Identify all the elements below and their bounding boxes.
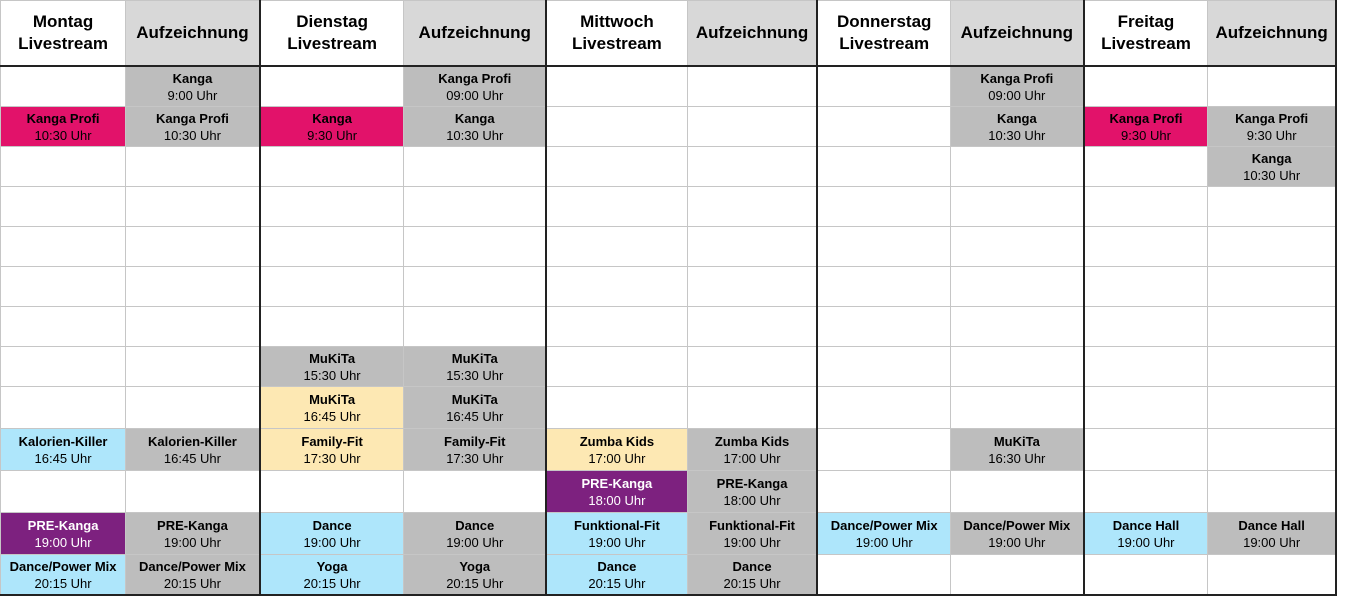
empty-slot (951, 187, 1084, 227)
class-slot (951, 66, 1084, 107)
class-time: 19:00 Uhr (1243, 534, 1301, 550)
empty-slot (951, 147, 1084, 187)
class-slot (126, 513, 260, 555)
header-text: Livestream (839, 34, 930, 53)
class-slot (260, 429, 404, 471)
schedule-row (1, 227, 1337, 267)
empty-slot (1208, 347, 1336, 387)
schedule-row (1, 267, 1337, 307)
schedule-row (1, 471, 1337, 513)
class-name: Dance/Power Mix (9, 558, 117, 574)
empty-slot (404, 267, 546, 307)
empty-slot (546, 267, 687, 307)
class-name: Kalorien-Killer (18, 433, 108, 449)
empty-slot (951, 227, 1084, 267)
empty-slot (1084, 387, 1208, 429)
class-slot (546, 471, 687, 513)
empty-slot (260, 471, 404, 513)
empty-slot (1208, 471, 1336, 513)
class-time: 20:15 Uhr (588, 575, 646, 591)
class-slot (687, 513, 817, 555)
class-slot (260, 347, 404, 387)
recording-header (404, 1, 546, 67)
schedule-row (1, 66, 1337, 107)
class-time: 20:15 Uhr (163, 575, 221, 591)
class-time: 10:30 Uhr (163, 127, 221, 143)
class-name: Dance (312, 517, 352, 533)
empty-slot (260, 227, 404, 267)
empty-slot (1084, 187, 1208, 227)
class-slot (404, 513, 546, 555)
empty-slot (1208, 267, 1336, 307)
empty-slot (1, 307, 126, 347)
class-name: MuKiTa (309, 391, 356, 407)
class-name: Kanga (172, 70, 213, 86)
empty-slot (951, 267, 1084, 307)
class-name: PRE-Kanga (157, 517, 228, 533)
empty-slot (687, 387, 817, 429)
class-slot (1, 555, 126, 596)
class-name: Yoga (316, 558, 348, 574)
class-name: Kanga Profi (26, 110, 100, 126)
empty-slot (687, 307, 817, 347)
class-time: 16:45 Uhr (34, 450, 92, 466)
empty-slot (687, 267, 817, 307)
empty-slot (1084, 555, 1208, 596)
class-name: MuKiTa (309, 350, 356, 366)
empty-slot (817, 66, 950, 107)
class-time: 10:30 Uhr (988, 127, 1046, 143)
class-slot (1084, 513, 1208, 555)
empty-slot (1208, 66, 1336, 107)
schedule-row (1, 429, 1337, 471)
schedule-row (1, 147, 1337, 187)
empty-slot (546, 387, 687, 429)
empty-slot (126, 347, 260, 387)
empty-slot (687, 66, 817, 107)
class-time: 19:00 Uhr (446, 534, 504, 550)
empty-slot (817, 347, 950, 387)
empty-slot (1208, 387, 1336, 429)
empty-slot (1208, 187, 1336, 227)
empty-slot (1208, 429, 1336, 471)
class-time: 17:00 Uhr (723, 450, 781, 466)
class-name: MuKiTa (451, 350, 498, 366)
empty-slot (687, 147, 817, 187)
class-time: 9:30 Uhr (307, 127, 358, 143)
class-time: 20:15 Uhr (34, 575, 92, 591)
schedule-row (1, 513, 1337, 555)
class-time: 9:30 Uhr (1121, 127, 1171, 143)
empty-slot (951, 471, 1084, 513)
empty-slot (126, 187, 260, 227)
empty-slot (817, 387, 950, 429)
class-time: 20:15 Uhr (723, 575, 781, 591)
schedule-row (1, 187, 1337, 227)
schedule-row (1, 307, 1337, 347)
empty-slot (126, 307, 260, 347)
class-slot (687, 429, 817, 471)
class-time: 19:00 Uhr (988, 534, 1046, 550)
class-time: 18:00 Uhr (723, 492, 781, 508)
empty-slot (1084, 66, 1208, 107)
empty-slot (1084, 471, 1208, 513)
header-text: Livestream (572, 34, 662, 53)
empty-slot (951, 347, 1084, 387)
empty-slot (126, 387, 260, 429)
day-livestream-header (546, 1, 687, 67)
header-text: Freitag (1117, 12, 1175, 31)
empty-slot (817, 187, 950, 227)
class-slot (1208, 147, 1336, 187)
class-slot (404, 347, 546, 387)
empty-slot (1208, 227, 1336, 267)
empty-slot (1, 471, 126, 513)
header-text: Aufzeichnung (418, 23, 531, 42)
day-livestream-header (1, 1, 126, 67)
empty-slot (260, 187, 404, 227)
empty-slot (687, 227, 817, 267)
class-time: 10:30 Uhr (34, 127, 92, 143)
class-name: Kanga Profi (980, 70, 1054, 86)
class-slot (1208, 107, 1336, 147)
empty-slot (546, 307, 687, 347)
header-text: Aufzeichnung (136, 23, 249, 42)
class-slot (1208, 513, 1336, 555)
class-time: 15:30 Uhr (303, 367, 361, 383)
class-name: Dance Hall (1112, 517, 1180, 533)
empty-slot (404, 471, 546, 513)
empty-slot (687, 187, 817, 227)
class-slot (546, 513, 687, 555)
class-time: 18:00 Uhr (588, 492, 646, 508)
empty-slot (1084, 347, 1208, 387)
empty-slot (404, 227, 546, 267)
class-name: Dance Hall (1238, 517, 1305, 533)
schedule-row (1, 387, 1337, 429)
empty-slot (1, 147, 126, 187)
class-name: Kanga Profi (1235, 110, 1309, 126)
class-time: 19:00 Uhr (723, 534, 781, 550)
empty-slot (817, 267, 950, 307)
schedule-row (1, 347, 1337, 387)
class-time: 09:00 Uhr (988, 87, 1046, 103)
class-time: 10:30 Uhr (446, 127, 504, 143)
class-slot (1, 513, 126, 555)
empty-slot (951, 555, 1084, 596)
empty-slot (1084, 147, 1208, 187)
class-name: Kalorien-Killer (148, 433, 237, 449)
empty-slot (260, 307, 404, 347)
class-slot (1, 107, 126, 147)
class-slot (260, 107, 404, 147)
class-time: 19:00 Uhr (1117, 534, 1175, 550)
class-name: PRE-Kanga (716, 475, 788, 491)
class-slot (817, 513, 950, 555)
empty-slot (1, 227, 126, 267)
class-time: 09:00 Uhr (446, 87, 504, 103)
class-name: MuKiTa (993, 433, 1040, 449)
class-time: 20:15 Uhr (446, 575, 504, 591)
empty-slot (126, 147, 260, 187)
empty-slot (1, 187, 126, 227)
class-name: Dance (597, 558, 637, 574)
empty-slot (260, 147, 404, 187)
class-slot (546, 429, 687, 471)
empty-slot (1, 387, 126, 429)
class-name: Kanga (454, 110, 495, 126)
empty-slot (687, 347, 817, 387)
header-text: Aufzeichnung (960, 23, 1074, 42)
day-livestream-header (260, 1, 404, 67)
class-name: Zumba Kids (579, 433, 655, 449)
class-slot (1, 429, 126, 471)
header-text: Aufzeichnung (1215, 23, 1328, 42)
class-slot (260, 555, 404, 596)
empty-slot (126, 267, 260, 307)
empty-slot (951, 307, 1084, 347)
class-time: 17:00 Uhr (588, 450, 646, 466)
header-text: Montag (32, 12, 94, 31)
class-slot (404, 66, 546, 107)
empty-slot (817, 227, 950, 267)
class-name: Zumba Kids (714, 433, 790, 449)
header-text: Livestream (1101, 34, 1191, 53)
class-time: 9:00 Uhr (167, 87, 218, 103)
class-name: Kanga Profi (155, 110, 229, 126)
header-text: Mittwoch (580, 12, 654, 31)
class-name: Kanga (312, 110, 352, 126)
class-time: 10:30 Uhr (1243, 167, 1301, 183)
class-slot (951, 107, 1084, 147)
class-slot (404, 107, 546, 147)
empty-slot (546, 227, 687, 267)
class-slot (126, 555, 260, 596)
empty-slot (1, 347, 126, 387)
class-time: 9:30 Uhr (1246, 127, 1297, 143)
class-name: Kanga (996, 110, 1037, 126)
class-name: Kanga Profi (438, 70, 512, 86)
class-name: Yoga (459, 558, 491, 574)
empty-slot (546, 107, 687, 147)
empty-slot (260, 267, 404, 307)
day-livestream-header (817, 1, 950, 67)
class-slot (126, 107, 260, 147)
empty-slot (1208, 307, 1336, 347)
class-name: PRE-Kanga (581, 475, 653, 491)
empty-slot (817, 307, 950, 347)
class-slot (951, 513, 1084, 555)
class-name: Dance/Power Mix (138, 558, 246, 574)
class-name: Dance (732, 558, 772, 574)
class-slot (687, 471, 817, 513)
class-time: 19:00 Uhr (588, 534, 646, 550)
class-time: 16:45 Uhr (303, 408, 361, 424)
class-name: Kanga Profi (1109, 110, 1183, 126)
empty-slot (126, 227, 260, 267)
header-text: Dienstag (296, 12, 368, 31)
header-text: Aufzeichnung (695, 23, 809, 42)
header-text: Livestream (287, 34, 377, 53)
class-slot (126, 429, 260, 471)
empty-slot (1, 267, 126, 307)
class-time: 19:00 Uhr (163, 534, 221, 550)
class-slot (260, 387, 404, 429)
class-name: Funktional-Fit (709, 517, 796, 533)
empty-slot (1208, 555, 1336, 596)
class-time: 19:00 Uhr (855, 534, 913, 550)
empty-slot (404, 147, 546, 187)
class-name: Family-Fit (444, 433, 506, 449)
class-name: Dance (455, 517, 495, 533)
class-time: 16:45 Uhr (163, 450, 221, 466)
class-slot (1084, 107, 1208, 147)
day-livestream-header (1084, 1, 1208, 67)
empty-slot (817, 147, 950, 187)
empty-slot (817, 471, 950, 513)
class-slot (404, 387, 546, 429)
empty-slot (1084, 307, 1208, 347)
class-slot (546, 555, 687, 596)
empty-slot (546, 187, 687, 227)
class-slot (687, 555, 817, 596)
class-time: 16:45 Uhr (446, 408, 504, 424)
recording-header (126, 1, 260, 67)
empty-slot (951, 387, 1084, 429)
class-name: Dance/Power Mix (830, 517, 938, 533)
schedule-row (1, 107, 1337, 147)
empty-slot (1084, 267, 1208, 307)
class-time: 20:15 Uhr (303, 575, 361, 591)
class-time: 17:30 Uhr (303, 450, 361, 466)
empty-slot (404, 187, 546, 227)
empty-slot (546, 147, 687, 187)
class-name: PRE-Kanga (27, 517, 99, 533)
empty-slot (546, 66, 687, 107)
empty-slot (817, 429, 950, 471)
class-slot (260, 513, 404, 555)
empty-slot (126, 471, 260, 513)
recording-header (1208, 1, 1336, 67)
empty-slot (817, 107, 950, 147)
empty-slot (260, 66, 404, 107)
empty-slot (687, 107, 817, 147)
empty-slot (817, 555, 950, 596)
empty-slot (1084, 429, 1208, 471)
class-time: 19:00 Uhr (34, 534, 92, 550)
class-slot (951, 429, 1084, 471)
recording-header (951, 1, 1084, 67)
empty-slot (1084, 227, 1208, 267)
class-name: Kanga (1251, 150, 1292, 166)
class-time: 15:30 Uhr (446, 367, 504, 383)
class-slot (126, 66, 260, 107)
class-time: 17:30 Uhr (446, 450, 504, 466)
schedule-row (1, 555, 1337, 596)
empty-slot (404, 307, 546, 347)
recording-header (687, 1, 817, 67)
class-slot (404, 555, 546, 596)
header-row (1, 1, 1337, 67)
empty-slot (1, 66, 126, 107)
class-name: Dance/Power Mix (963, 517, 1071, 533)
class-name: Family-Fit (301, 433, 363, 449)
header-text: Donnerstag (836, 12, 932, 31)
class-time: 16:30 Uhr (988, 450, 1046, 466)
empty-slot (546, 347, 687, 387)
class-name: Funktional-Fit (573, 517, 660, 533)
header-text: Livestream (18, 34, 108, 53)
class-slot (404, 429, 546, 471)
class-name: MuKiTa (451, 391, 498, 407)
class-time: 19:00 Uhr (303, 534, 361, 550)
